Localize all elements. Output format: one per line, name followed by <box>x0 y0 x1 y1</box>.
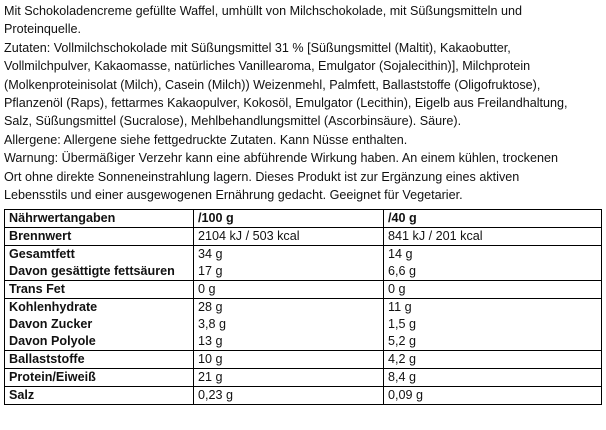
ingredients-line: Salz, Süßungsmittel (Sucralose), Mehlbehandlungsmittel (Ascorbinsäure). Säure). <box>4 114 462 129</box>
table-row <box>5 316 602 333</box>
table-row <box>5 351 602 369</box>
table-row <box>5 263 602 281</box>
nutrient-label: Davon gesättigte fettsäuren <box>5 263 194 281</box>
value-per-40g: 1,5 g <box>384 316 602 333</box>
nutrient-label: Trans Fet <box>5 281 194 299</box>
value-per-40g: 8,4 g <box>384 369 602 387</box>
value-per-40g: 5,2 g <box>384 333 602 351</box>
product-description <box>4 2 602 39</box>
table-row <box>5 299 602 317</box>
nutrient-label: Brennwert <box>5 228 194 246</box>
nutrition-header-row <box>5 210 602 228</box>
ingredients-line: (Molkenproteinisolat (Milch), Casein (Milch)) Weizenmehl, Palmfett, Ballaststoffe (Oligofruktose), <box>4 77 541 92</box>
description-line: Proteinquelle. <box>4 22 82 37</box>
header-cell: Nährwertangaben <box>5 210 194 228</box>
table-row <box>5 246 602 264</box>
nutrient-label: Protein/Eiweiß <box>5 369 194 387</box>
table-row <box>5 333 602 351</box>
value-per-100g: 13 g <box>194 333 384 351</box>
table-row <box>5 228 602 246</box>
value-per-40g: 4,2 g <box>384 351 602 369</box>
warning-line: Ort ohne direkte Sonneneinstrahlung lagern. Dieses Produkt ist zur Ergänzung eines aktiven <box>4 169 520 184</box>
value-per-40g: 11 g <box>384 299 602 317</box>
ingredients-line: Pflanzenöl (Raps), fettarmes Kakaopulver, Kokosöl, Emulgator (Lecithin), Eigelb aus Freilandhaltung, <box>4 96 568 111</box>
value-per-100g: 21 g <box>194 369 384 387</box>
ingredients-text <box>4 39 602 131</box>
warning-line: Lebensstils und einer ausgewogenen Ernährung gedacht. Geeignet für Vegetarier. <box>4 188 463 203</box>
nutrient-label: Kohlenhydrate <box>5 299 194 317</box>
value-per-40g: 841 kJ / 201 kcal <box>384 228 602 246</box>
table-row <box>5 387 602 405</box>
table-row <box>5 369 602 387</box>
nutrient-label: Salz <box>5 387 194 405</box>
value-per-40g: 0 g <box>384 281 602 299</box>
warning-text <box>4 149 602 204</box>
value-per-100g: 0,23 g <box>194 387 384 405</box>
value-per-100g: 28 g <box>194 299 384 317</box>
nutrient-label: Gesamtfett <box>5 246 194 264</box>
nutrient-label: Davon Zucker <box>5 316 194 333</box>
value-per-100g: 3,8 g <box>194 316 384 333</box>
value-per-100g: 2104 kJ / 503 kcal <box>194 228 384 246</box>
header-cell: /100 g <box>194 210 384 228</box>
ingredients-line: Vollmilchpulver, Kakaomasse, natürliches Vanillearoma, Emulgator (Sojalecithin)], Milchprotein <box>4 59 531 74</box>
warning-line: Warnung: Übermäßiger Verzehr kann eine abführende Wirkung haben. An einem kühlen, trockenen <box>4 151 558 166</box>
description-line: Mit Schokoladencreme gefüllte Waffel, umhüllt von Milchschokolade, mit Süßungsmitteln und <box>4 4 522 18</box>
ingredients-line: Zutaten: Vollmilchschokolade mit Süßungsmittel 31 % [Süßungsmittel (Maltit), Kakaobutter, <box>4 40 511 55</box>
table-row <box>5 281 602 299</box>
value-per-100g: 0 g <box>194 281 384 299</box>
nutrient-label: Ballaststoffe <box>5 351 194 369</box>
value-per-40g: 14 g <box>384 246 602 264</box>
header-cell: /40 g <box>384 210 602 228</box>
value-per-100g: 34 g <box>194 246 384 264</box>
nutrition-table <box>4 209 602 405</box>
value-per-100g: 17 g <box>194 263 384 281</box>
value-per-40g: 6,6 g <box>384 263 602 281</box>
nutrient-label: Davon Polyole <box>5 333 194 351</box>
value-per-100g: 10 g <box>194 351 384 369</box>
value-per-40g: 0,09 g <box>384 387 602 405</box>
allergen-text: Allergene: Allergene siehe fettgedruckte Zutaten. Kann Nüsse enthalten. <box>4 132 408 147</box>
